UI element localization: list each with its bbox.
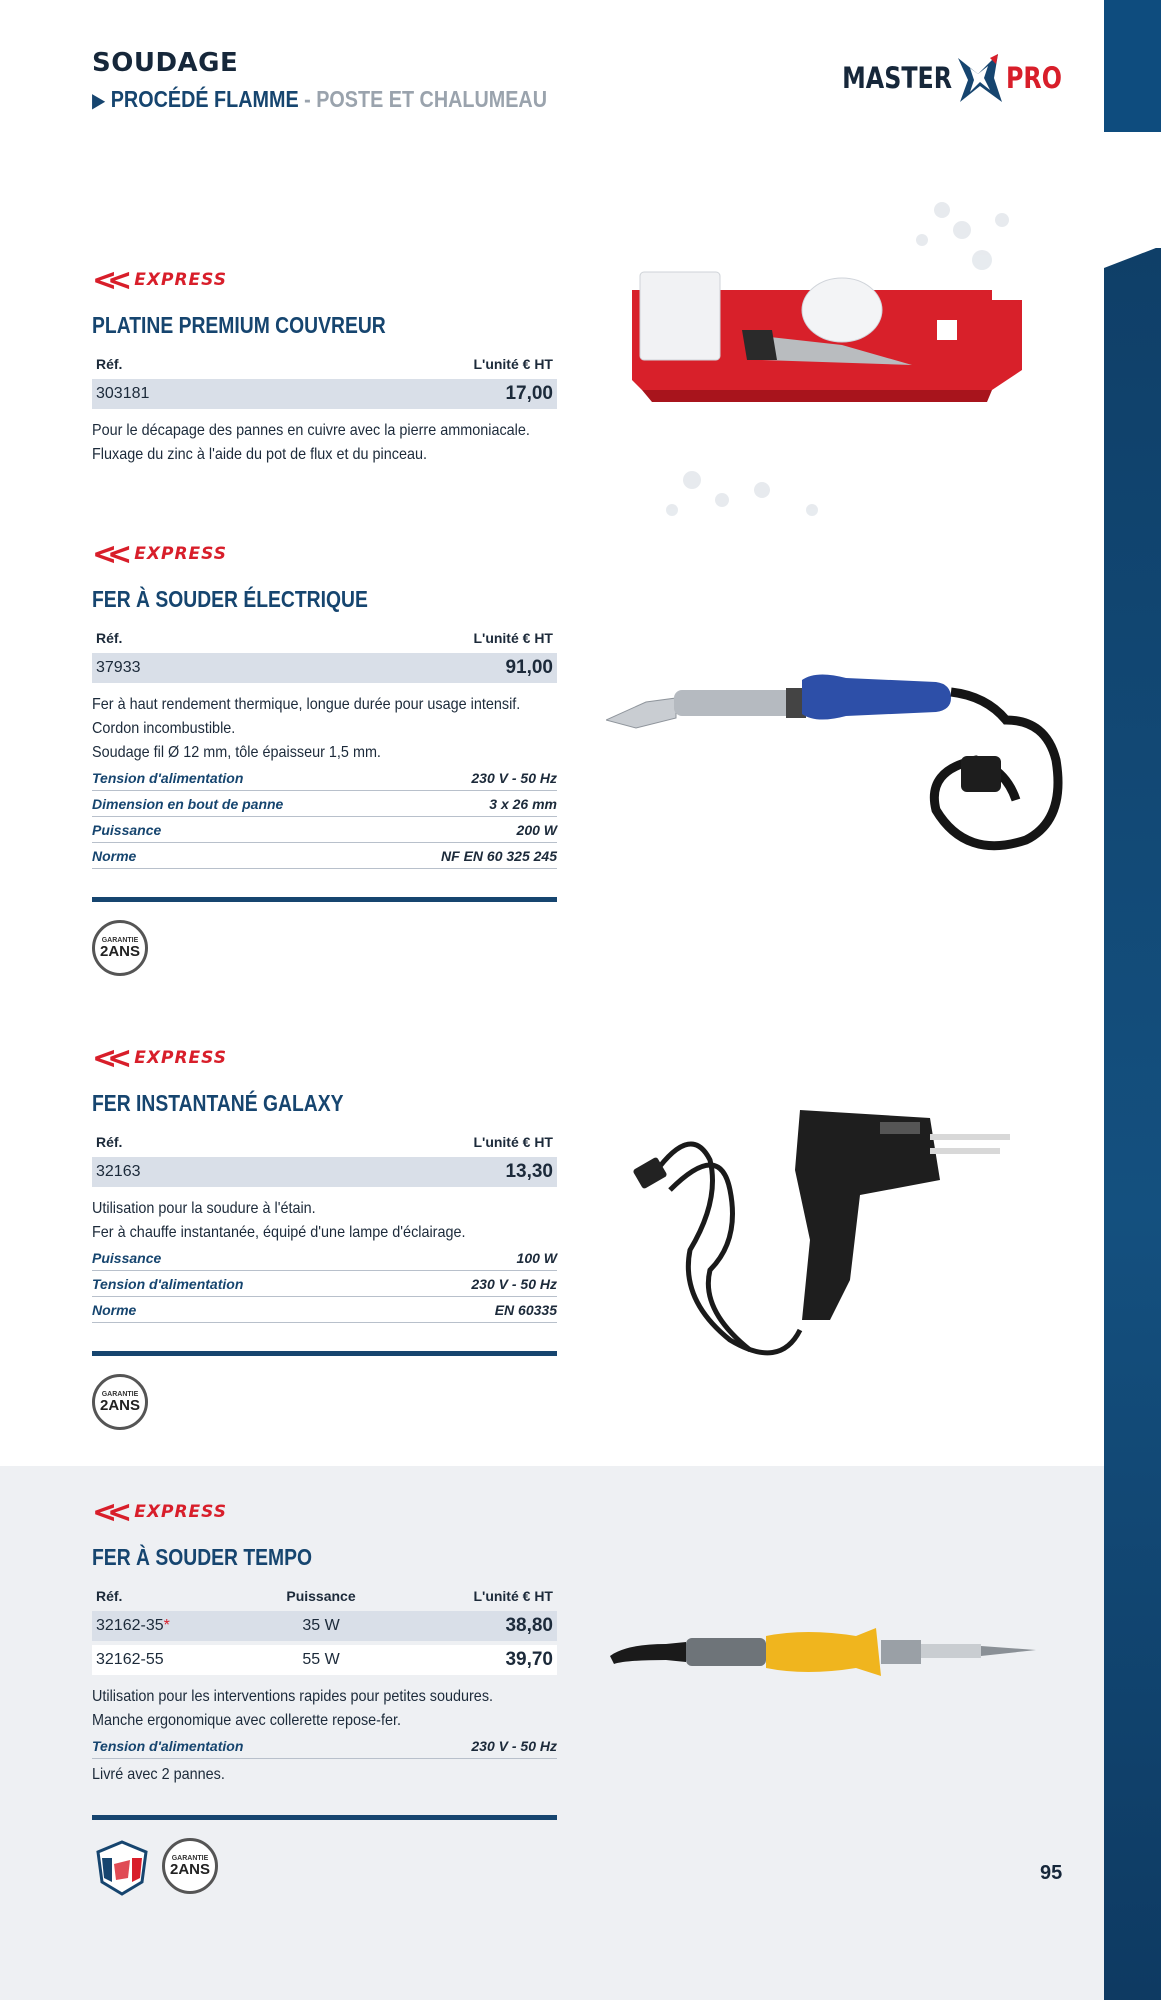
brand-logo: << EXPRESS [92,1040,228,1076]
breadcrumb-sub: POSTE ET CHALUMEAU [316,86,548,112]
chevron-logo-icon: << [92,1494,123,1530]
ref-row: 32162-35* 35 W 38,80 [92,1611,557,1641]
warranty-badge: GARANTIE 2ANS [92,920,148,976]
product-note: Livré avec 2 pannes. [92,1766,225,1783]
sidebar-notch [1104,246,1161,268]
brand-logo: << EXPRESS [92,536,228,572]
logo-pro: PRO [1006,61,1063,95]
product-description: Fer à haut rendement thermique, longue durée pour usage intensif. Cordon incombustible. Soudage fil Ø 12 mm, tôle épaisseur 1,5 mm. [92,696,521,761]
spec-row: Norme NF EN 60 325 245 [92,843,557,869]
breadcrumb-main: PROCÉDÉ FLAMME [110,86,299,112]
badge-row [92,1820,557,1898]
ref-header: Réf. L'unité € HT [96,630,553,646]
page-number: 95 [1040,1862,1063,1884]
chevron-logo-icon: << [92,262,123,298]
spec-row: Puissance 100 W [92,1245,557,1271]
fer-galaxy-product-image [630,1100,1060,1370]
spec-row: Puissance 200 W [92,817,557,843]
logo-master: MASTER [842,61,953,95]
product-title: FER INSTANTANÉ GALAXY [92,1090,344,1116]
product-title: PLATINE PREMIUM COUVREUR [92,312,386,338]
product-fer-galaxy [92,1040,557,1430]
spec-table [92,1245,557,1323]
product-description: Utilisation pour la soudure à l'étain. Fer à chauffe instantanée, équipé d'une lampe d'éclairage. [92,1200,466,1241]
warranty-badge: GARANTIE 2ANS [92,1374,148,1430]
sidebar-tab-top [1104,0,1161,132]
spec-row: Tension d'alimentation 230 V - 50 Hz [92,1733,557,1759]
ref-header: Réf. Puissance L'unité € HT [96,1588,553,1604]
spec-row: Dimension en bout de panne 3 x 26 mm [92,791,557,817]
ref-row: 303181 17,00 [92,379,557,409]
fer-electrique-product-image [606,660,1076,860]
section-title: SOUDAGE [92,48,239,78]
ref-header: Réf. L'unité € HT [96,356,553,372]
play-triangle-icon: ▶ [92,90,106,112]
ref-header: Réf. L'unité € HT [96,1134,553,1150]
product-title: FER À SOUDER ÉLECTRIQUE [92,586,368,612]
masterpro-logo [818,52,1074,104]
breadcrumb [92,86,547,113]
warranty-badge: GARANTIE 2ANS [162,1838,218,1894]
product-platine [92,262,557,467]
star-cross-icon [954,52,1004,104]
product-description: Pour le décapage des pannes en cuivre avec la pierre ammoniacale. Fluxage du zinc à l'aide du pot de flux et du pinceau. [92,422,530,463]
sidebar-band [1104,248,1161,2000]
spec-row: Norme EN 60335 [92,1297,557,1323]
brand-logo: << EXPRESS [92,1494,228,1530]
ref-row: 32163 13,30 [92,1157,557,1187]
breadcrumb-sep: - [298,86,317,112]
chevron-logo-icon: << [92,1040,123,1076]
platine-product-image [612,180,1042,540]
section-divider [92,1351,557,1356]
spec-row: Tension d'alimentation 230 V - 50 Hz [92,1271,557,1297]
product-fer-tempo [92,1494,557,1898]
section-divider [92,897,557,902]
fer-tempo-product-image [606,1610,1046,1690]
spec-row: Tension d'alimentation 230 V - 50 Hz [92,765,557,791]
product-fer-electrique [92,536,557,976]
product-title: FER À SOUDER TEMPO [92,1544,313,1570]
made-in-france-shield-icon [92,1838,152,1898]
brand-logo: << EXPRESS [92,262,228,298]
spec-table [92,1733,557,1759]
spec-table [92,765,557,869]
chevron-logo-icon: << [92,536,123,572]
ref-row: 37933 91,00 [92,653,557,683]
ref-row: 32162-55 55 W 39,70 [92,1645,557,1675]
product-description: Utilisation pour les interventions rapides pour petites soudures. Manche ergonomique avec collerette repose-fer. [92,1688,494,1729]
